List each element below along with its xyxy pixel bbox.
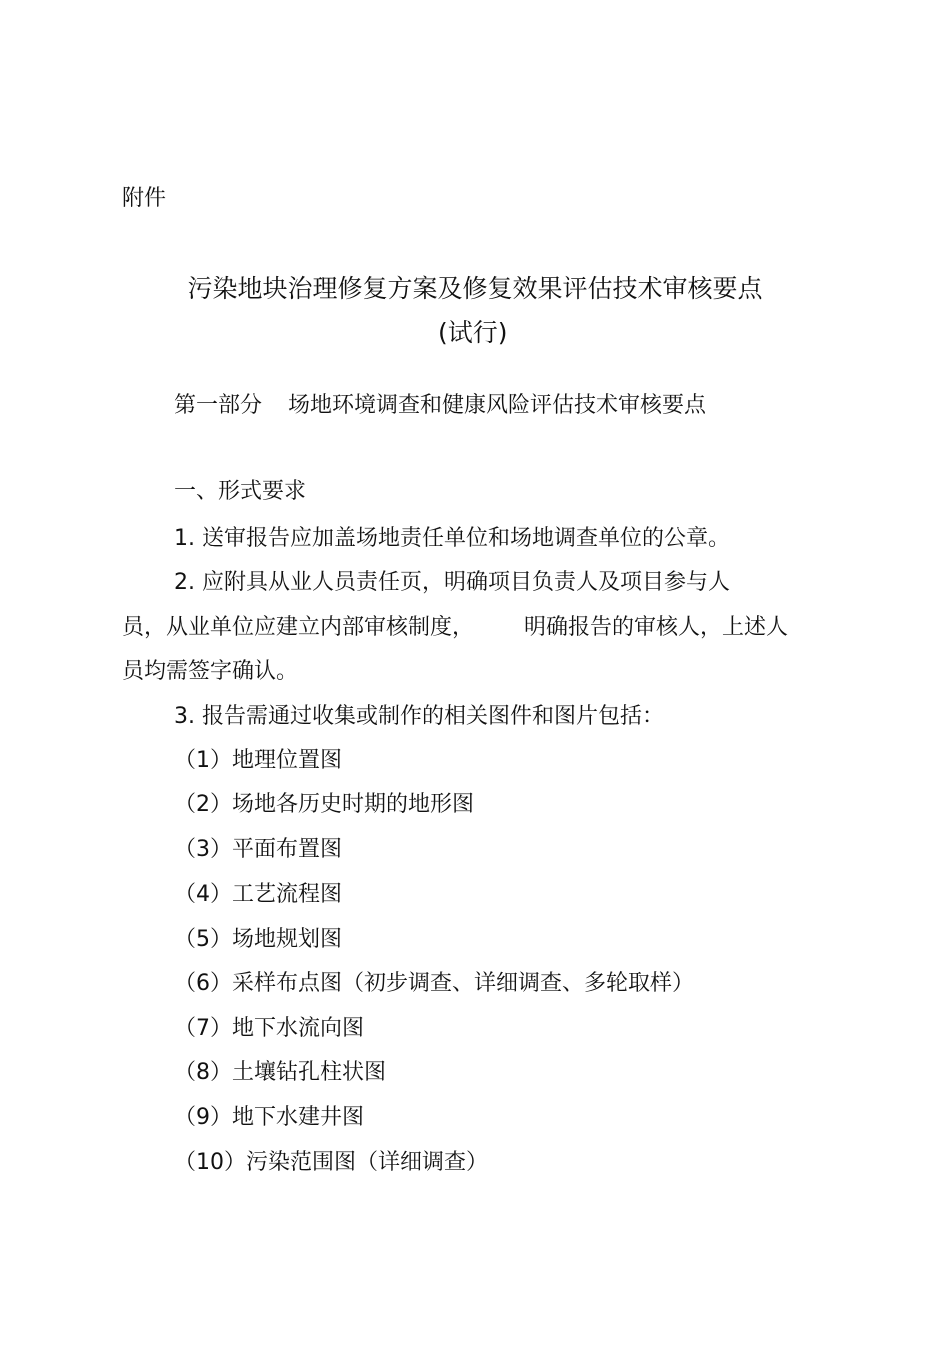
figure-list-item: （7）地下水流向图 [174, 1016, 364, 1041]
figure-list-item: （3）平面布置图 [174, 837, 342, 862]
figure-list-item: （9）地下水建井图 [174, 1105, 364, 1130]
paragraph-2-line-2-part-b: 明确报告的审核人，上述人 [524, 615, 789, 640]
paragraph-2-line-3: 员均需签字确认。 [122, 659, 299, 684]
paragraph-1: 1. 送审报告应加盖场地责任单位和场地调查单位的公章。 [174, 526, 730, 551]
part-heading [174, 391, 706, 421]
paragraph-3: 3. 报告需通过收集或制作的相关图件和图片包括： [174, 704, 664, 729]
figure-list-item: （5）场地规划图 [174, 927, 342, 952]
part-number: 第一部分 [174, 393, 263, 418]
figure-list-item: （2）场地各历史时期的地形图 [174, 792, 474, 817]
figure-list-item: （10）污染范围图（详细调查） [174, 1150, 488, 1175]
paragraph-2-line-1: 2. 应附具从业人员责任页，明确项目负责人及项目参与人 [174, 570, 730, 595]
document-title: 污染地块治理修复方案及修复效果评估技术审核要点 [187, 274, 763, 303]
paragraph-2-line-2 [122, 613, 788, 643]
figure-list-item: （1）地理位置图 [174, 748, 342, 773]
part-name: 场地环境调查和健康风险评估技术审核要点 [288, 393, 707, 418]
figure-list-item: （8）土壤钻孔柱状图 [174, 1060, 386, 1085]
document-subtitle: (试行) [438, 318, 508, 347]
paragraph-2-line-2-part-a: 员，从业单位应建立内部审核制度， [122, 615, 475, 640]
section-heading: 一、形式要求 [174, 479, 307, 504]
figure-list-item: （4）工艺流程图 [174, 882, 342, 907]
attachment-label: 附件 [122, 186, 167, 211]
figure-list-item: （6）采样布点图（初步调查、详细调查、多轮取样） [174, 971, 694, 996]
